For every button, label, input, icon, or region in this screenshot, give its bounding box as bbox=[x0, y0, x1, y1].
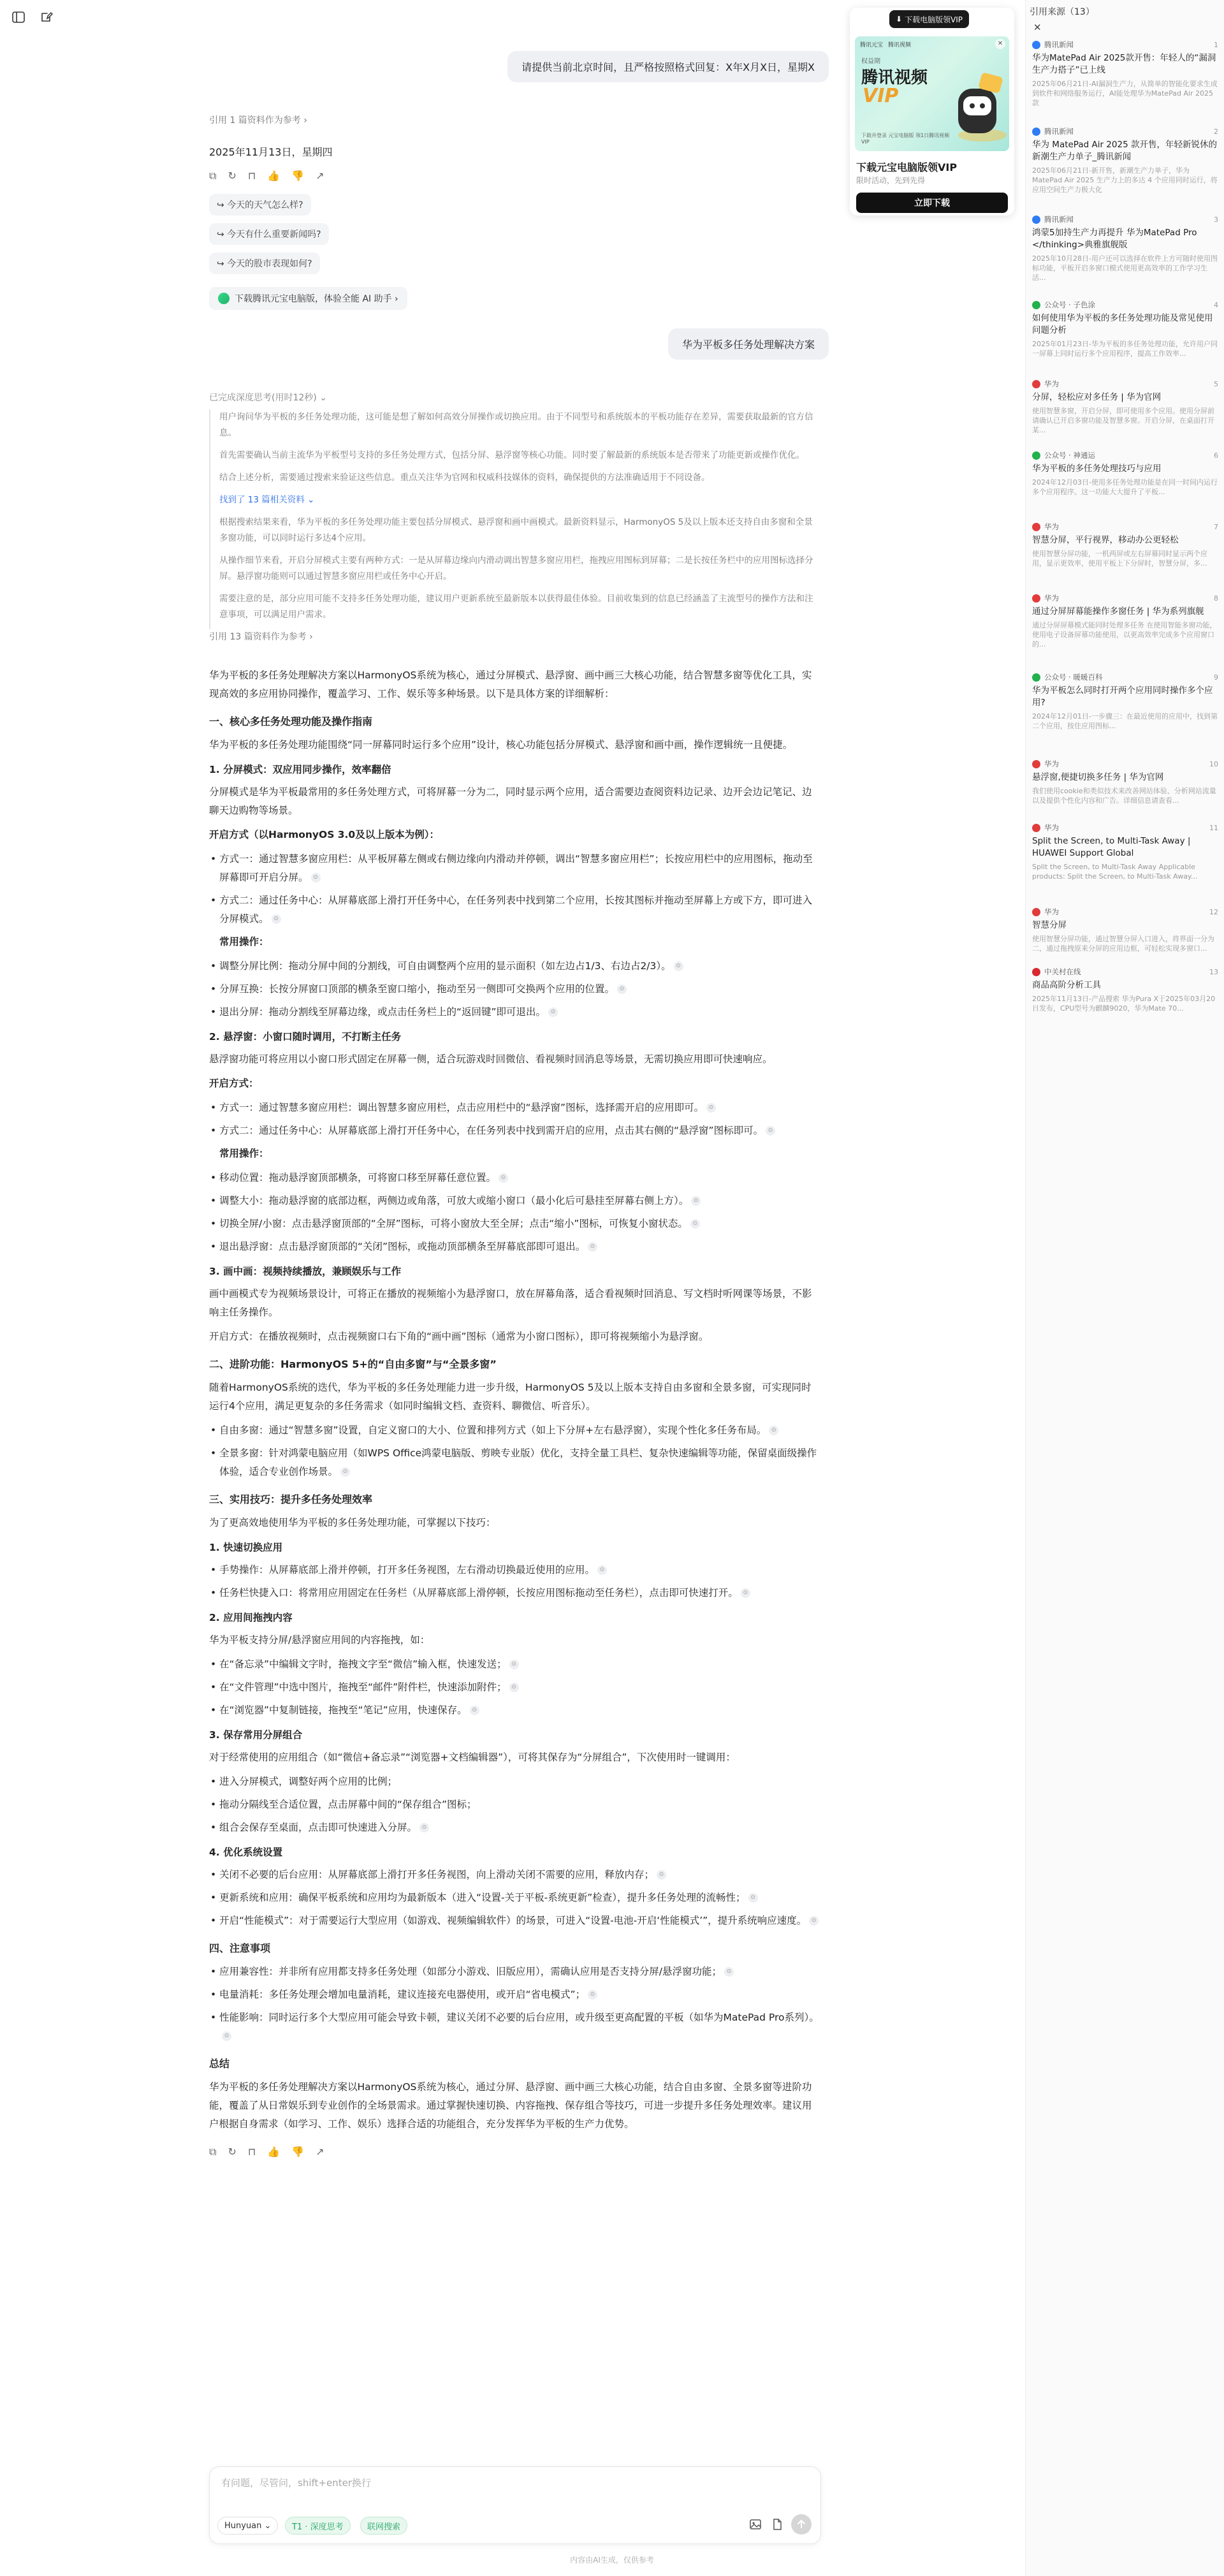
source-number: 13 bbox=[1209, 967, 1218, 976]
promo-small-text: 下载并登录 元宝电脑版 领1日腾讯视频VIP bbox=[861, 133, 950, 145]
source-card[interactable] bbox=[1032, 126, 1218, 194]
citation-marker[interactable]: ⊙ bbox=[691, 1196, 701, 1206]
subsection-heading: 1. 快速切换应用 bbox=[209, 1542, 283, 1553]
site-favicon-icon bbox=[1032, 523, 1040, 531]
citation-marker[interactable]: ⊙ bbox=[222, 2031, 231, 2041]
site-favicon-icon bbox=[1032, 128, 1040, 136]
thinking-content bbox=[209, 409, 821, 629]
citation-marker[interactable]: ⊙ bbox=[769, 1426, 778, 1435]
copy-icon[interactable]: ⧉ bbox=[209, 170, 217, 182]
list-item: • 进入分屏模式，调整好两个应用的比例； bbox=[209, 1773, 821, 1791]
source-site bbox=[1032, 214, 1218, 224]
source-site bbox=[1032, 450, 1218, 460]
list-item: • 全景多窗：针对鸿蒙电脑应用（如WPS Office鸿蒙电脑版、剪映专业版）优化，支持全量工具栏、复杂快速编辑等功能，保留桌面级操作体验，适合专业创作场景。 ⊙ bbox=[209, 1444, 821, 1481]
source-site bbox=[1032, 967, 1218, 977]
site-name: 华为 bbox=[1044, 907, 1059, 916]
citation-marker[interactable]: ⊙ bbox=[597, 1565, 607, 1575]
download-now-button[interactable]: 立即下载 bbox=[856, 193, 1008, 213]
list bbox=[209, 1169, 821, 1256]
list-item: • 切换全屏/小窗：点击悬浮窗顶部的“全屏”图标，可将小窗放大至全屏；点击“缩小”图标，可恢复小窗状态。 ⊙ bbox=[209, 1215, 821, 1233]
subsection-heading: 4. 优化系统设置 bbox=[209, 1847, 283, 1858]
list-item: • 更新系统和应用：确保平板系统和应用均为最新版本（进入“设置-关于平板-系统更新”检查），提升多任务处理的流畅性； ⊙ bbox=[209, 1889, 821, 1907]
thinking-paragraph: 根据搜索结果来看，华为平板的多任务处理功能主要包括分屏模式、悬浮窗和画中画模式。最新资料显示，HarmonyOS 5及以上版本还支持自由多窗和全景多窗功能，可以同时运行多达4个应用。 bbox=[219, 517, 813, 543]
paragraph: 华为平板的多任务处理解决方案以HarmonyOS系统为核心，通过分屏、悬浮窗、画中画三大核心功能，结合自由多窗、全景多窗等进阶功能，覆盖了从日常娱乐到专业创作的全场景需求。通过掌握快速切换、内容拖拽、保存组合等技巧，可进一步提升多任务处理效率。建议用户根据自身需求（如学习、工作、娱乐）选择合适的功能组合，充分发挥华为平板的生产力优势。 bbox=[209, 2081, 812, 2130]
source-title[interactable]: 如何使用华为平板的多任务处理功能及常见使用问题分析 bbox=[1032, 313, 1213, 335]
user-message: 请提供当前北京时间，且严格按照格式回复：X年X月X日，星期X bbox=[507, 51, 829, 82]
source-card[interactable] bbox=[1032, 300, 1218, 358]
source-number: 8 bbox=[1214, 594, 1218, 603]
close-sources-icon[interactable]: ✕ bbox=[1033, 22, 1042, 33]
source-card[interactable] bbox=[1032, 759, 1218, 805]
paragraph: 分屏模式是华为平板最常用的多任务处理方式，可将屏幕一分为二，同时显示两个应用，适合需要边查阅资料边记录、边开会边记笔记、边聊天边购物等场景。 bbox=[209, 786, 812, 816]
chat-area bbox=[198, 0, 829, 2576]
promo-brand: VIP bbox=[863, 85, 899, 107]
site-name: 公众号 · 神通运 bbox=[1044, 451, 1095, 460]
paragraph: 开启方式：在播放视频时，点击视频窗口右下角的“画中画”图标（通常为小窗口图标），即可将视频缩小为悬浮窗。 bbox=[209, 1331, 709, 1342]
citation-marker[interactable]: ⊙ bbox=[509, 1683, 519, 1692]
yuanbao-logo-icon bbox=[218, 293, 229, 304]
citation-marker[interactable]: ⊙ bbox=[748, 1893, 758, 1903]
source-title[interactable]: 分屏，轻松应对多任务 | 华为官网 bbox=[1032, 392, 1162, 402]
site-name: 华为 bbox=[1044, 379, 1059, 388]
bookmark-icon[interactable]: ⊓ bbox=[247, 170, 256, 182]
site-favicon-icon bbox=[1032, 824, 1040, 832]
source-snippet: 使用智慧分屏功能，通过智慧分屏入口进入，将界面一分为二，通过拖拽原来分屏的应用边框，可轻松实现多窗口... bbox=[1032, 935, 1214, 953]
list-item: • 在“备忘录”中编辑文字时，拖拽文字至“微信”输入框，快速发送； ⊙ bbox=[209, 1655, 821, 1674]
source-snippet: 2025年11月13日-产品搜索 华为Pura X于2025年03月20日发布，CPU型号为麒麟9020，华为Mate 70... bbox=[1032, 995, 1216, 1013]
section-heading: 四、注意事项 bbox=[209, 1942, 271, 1954]
source-snippet: 使用智慧多窗，开启分屏，即可使用多个应用。使用分屏前请确认已开启多窗功能及智慧多窗。开启分屏，在桌面打开某... bbox=[1032, 407, 1214, 434]
top-toolbar bbox=[10, 9, 55, 26]
sidebar-toggle-icon[interactable] bbox=[10, 9, 27, 26]
subsection-heading: 3. 画中画：视频持续播放，兼顾娱乐与工作 bbox=[209, 1266, 402, 1277]
list-item: • 应用兼容性：并非所有应用都支持多任务处理（如部分小游戏、旧版应用），需确认应用是否支持分屏/悬浮窗功能； ⊙ bbox=[209, 1963, 821, 1981]
source-card[interactable] bbox=[1032, 593, 1218, 649]
source-title[interactable]: 智慧分屏，平行视界，移动办公更轻松 bbox=[1032, 535, 1179, 545]
subsection-heading: 3. 保存常用分屏组合 bbox=[209, 1729, 303, 1741]
citation-marker[interactable]: ⊙ bbox=[509, 1660, 519, 1669]
sources-found-link[interactable]: 找到了 13 篇相关资料 ⌄ bbox=[219, 495, 315, 505]
source-snippet: 通过分屏屏幕模式能同时处理多任务 在使用智能多窗功能，使用电子设备屏幕功能使用，以更高效率完成多个应用窗口的... bbox=[1032, 621, 1217, 648]
site-favicon-icon bbox=[1032, 760, 1040, 768]
paragraph: 随着HarmonyOS系统的迭代，华为平板的多任务处理能力进一步升级，HarmonyOS 5及以上版本支持自由多窗和全景多窗，可实现同时运行4个应用，满足更复杂的多任务需求（如同时编辑文档、查资料、聊微信、听音乐）。 bbox=[209, 1382, 812, 1412]
send-icon bbox=[796, 2519, 806, 2529]
source-card[interactable] bbox=[1032, 214, 1218, 282]
section-heading: 总结 bbox=[209, 2058, 230, 2070]
thinking-paragraph: 需要注意的是，部分应用可能不支持多任务处理功能，建议用户更新系统至最新版本以获得最佳体验。目前收集到的信息已经涵盖了主流型号的操作方法和注意事项，可以满足用户需求。 bbox=[219, 594, 813, 620]
paragraph: 画中画模式专为视频场景设计，可将正在播放的视频缩小为悬浮窗口，放在屏幕角落，适合看视频时回消息、写文档时听网课等场景，不影响主任务操作。 bbox=[209, 1288, 812, 1318]
list-item: • 关闭不必要的后台应用：从屏幕底部上滑打开多任务视图，向上滑动关闭不需要的应用，释放内存； ⊙ bbox=[209, 1866, 821, 1884]
citation-marker[interactable]: ⊙ bbox=[617, 984, 627, 994]
site-favicon-icon bbox=[1032, 594, 1040, 603]
list-item: • 在“文件管理”中选中图片，拖拽至“邮件”附件栏，快速添加附件； ⊙ bbox=[209, 1678, 821, 1697]
paragraph: 悬浮窗功能可将应用以小窗口形式固定在屏幕一侧，适合玩游戏时回微信、看视频时回消息等场景，无需切换应用即可快速响应。 bbox=[209, 1053, 773, 1065]
source-title[interactable]: 华为平板的多任务处理技巧与应用 bbox=[1032, 464, 1162, 474]
source-number: 6 bbox=[1214, 451, 1218, 460]
citation-toggle[interactable]: 引用 1 篇资料作为参考 › bbox=[209, 115, 307, 126]
suggestion-chip[interactable]: ↪ 今天的天气怎么样? bbox=[209, 194, 311, 216]
refresh-icon[interactable]: ↻ bbox=[228, 2146, 237, 2158]
source-number: 10 bbox=[1209, 759, 1218, 768]
site-favicon-icon bbox=[1032, 451, 1040, 460]
list-item: • 方式一：通过智慧多窗应用栏：从平板屏幕左侧或右侧边缘向内滑动并停顿，调出“智慧多窗应用栏”；长按应用栏中的应用图标，拖动至屏幕即可开启分屏。 ⊙ bbox=[209, 850, 821, 887]
download-vip-button[interactable]: ⬇ 下载电脑版领VIP bbox=[889, 10, 969, 28]
source-title[interactable]: 鸿蒙5加持生产力再提升 华为MatePad Pro </thinking>典雅旗舰版 bbox=[1032, 228, 1197, 250]
site-name: 公众号 · 暖暖百科 bbox=[1044, 673, 1103, 682]
paragraph: 开启方式： bbox=[209, 1078, 259, 1089]
list-item: • 移动位置：拖动悬浮窗顶部横条，可将窗口移至屏幕任意位置。 ⊙ bbox=[209, 1169, 821, 1187]
web-search-toggle[interactable]: 联网搜索 bbox=[360, 2517, 407, 2535]
list-item: • 调整大小：拖动悬浮窗的底部边框，两侧边或角落，可放大或缩小窗口（最小化后可悬挂至屏幕右侧上方）。 ⊙ bbox=[209, 1192, 821, 1210]
source-site bbox=[1032, 759, 1218, 769]
promo-tag: 腾讯视频 bbox=[888, 42, 912, 48]
citation-marker[interactable]: ⊙ bbox=[706, 1103, 716, 1113]
site-name: 华为 bbox=[1044, 522, 1059, 531]
message-actions bbox=[209, 2142, 821, 2161]
paragraph: 常用操作： bbox=[219, 1148, 269, 1159]
image-upload-icon[interactable] bbox=[749, 2518, 763, 2532]
citation-marker[interactable]: ⊙ bbox=[674, 962, 683, 971]
suggestion-list bbox=[209, 194, 464, 310]
section-heading: 二、进阶功能：HarmonyOS 5+的“自由多窗”与“全景多窗” bbox=[209, 1358, 497, 1370]
suggestion-chip[interactable]: ↪ 今天有什么重要新闻吗? bbox=[209, 223, 329, 245]
copy-icon[interactable]: ⧉ bbox=[209, 2146, 217, 2158]
citation-marker[interactable]: ⊙ bbox=[724, 1967, 734, 1977]
list-item: • 拖动分隔线至合适位置，点击屏幕中间的“保存组合”图标； bbox=[209, 1796, 821, 1814]
citation-marker[interactable]: ⊙ bbox=[766, 1126, 775, 1136]
citation-marker[interactable]: ⊙ bbox=[657, 1870, 666, 1880]
source-snippet: 2025年10月28日-用户还可以选择在软件上方可随时使用图标功能，平板开启多窗口模式使用更高效率的工作学习生活... bbox=[1032, 254, 1218, 282]
list-item: • 方式二：通过任务中心：从屏幕底部上滑打开任务中心，在任务列表中找到第二个应用，长按其图标并拖动至屏幕上方或下方，即可进入分屏模式。 ⊙ bbox=[209, 891, 821, 928]
source-title[interactable]: Split the Screen, to Multi-Task Away | HUAWEI Support Global bbox=[1032, 836, 1191, 858]
site-favicon-icon bbox=[1032, 41, 1040, 49]
source-number: 7 bbox=[1214, 522, 1218, 531]
source-site bbox=[1032, 126, 1218, 136]
site-favicon-icon bbox=[1032, 380, 1040, 388]
source-snippet: 我们使用cookie和类似技术来改善网站体验、分析网站流量以及提供个性化内容和广告。详细信息请查看... bbox=[1032, 787, 1216, 805]
list bbox=[209, 1773, 821, 1837]
source-number: 11 bbox=[1209, 823, 1218, 832]
paragraph: 对于经常使用的应用组合（如“微信+备忘录”“浏览器+文档编辑器”），可将其保存为“分屏组合”，下次使用时一键调用： bbox=[209, 1752, 736, 1763]
site-name: 华为 bbox=[1044, 759, 1059, 768]
thumbs-down-icon[interactable]: 👎 bbox=[291, 170, 305, 182]
source-title[interactable]: 通过分屏屏幕能操作多窗任务 | 华为系列旗舰 bbox=[1032, 606, 1204, 617]
source-number: 4 bbox=[1214, 300, 1218, 309]
refresh-icon[interactable]: ↻ bbox=[228, 170, 237, 182]
send-button[interactable] bbox=[791, 2514, 812, 2535]
source-site bbox=[1032, 593, 1218, 603]
promo-close-icon[interactable]: ✕ bbox=[995, 39, 1005, 49]
citation-toggle[interactable]: 引用 13 篇资料作为参考 › bbox=[209, 632, 313, 642]
site-name: 腾讯新闻 bbox=[1044, 127, 1074, 136]
chat-input[interactable]: 有问题，尽管问，shift+enter换行 bbox=[221, 2477, 371, 2489]
list-item: • 方式二：通过任务中心：从屏幕底部上滑打开任务中心，在任务列表中找到需开启的应用，点击其右侧的“悬浮窗”图标即可。 ⊙ bbox=[209, 1122, 821, 1140]
site-name: 公众号 · 子色涂 bbox=[1044, 300, 1095, 309]
source-title[interactable]: 智慧分屏 bbox=[1032, 920, 1067, 930]
mascot-illustration bbox=[944, 68, 1008, 145]
list bbox=[209, 1655, 821, 1720]
thinking-paragraph: 结合上述分析，需要通过搜索来验证这些信息。重点关注华为官网和权威科技媒体的资料，确保提供的方法准确适用于不同设备。 bbox=[219, 472, 710, 483]
paragraph: 常用操作： bbox=[219, 936, 269, 948]
list-item: • 在“浏览器”中复制链接，拖拽至“笔记”应用，快速保存。 ⊙ bbox=[209, 1701, 821, 1720]
promo-subtitle: 限时活动，先到先得 bbox=[856, 176, 926, 185]
answer-body bbox=[209, 666, 821, 2161]
source-title[interactable]: 悬浮窗,便捷切换多任务 | 华为官网 bbox=[1032, 772, 1164, 782]
list-item: • 性能影响：同时运行多个大型应用可能会导致卡顿，建议关闭不必要的后台应用，或升级至更高配置的平板（如华为MatePad Pro系列）。⊙ bbox=[209, 2009, 821, 2045]
site-name: 腾讯新闻 bbox=[1044, 40, 1074, 49]
list bbox=[209, 850, 821, 928]
citation-marker[interactable]: ⊙ bbox=[809, 1916, 819, 1926]
suggestion-chip[interactable]: ↪ 今天的股市表现如何? bbox=[209, 252, 320, 274]
thinking-paragraph: 用户询问华为平板的多任务处理功能，这可能是想了解如何高效分屏操作或切换应用。由于不同型号和系统版本的平板功能存在差异，需要获取最新的官方信息。 bbox=[219, 412, 813, 438]
share-icon[interactable]: ↗ bbox=[316, 2146, 324, 2158]
section-heading: 三、实用技巧：提升多任务处理效率 bbox=[209, 1493, 373, 1505]
thinking-paragraph: 首先需要确认当前主流华为平板型号支持的多任务处理方式，包括分屏、悬浮窗等核心功能。同时要了解最新的系统版本是否带来了功能更新或操作优化。 bbox=[219, 450, 805, 460]
section-heading: 一、核心多任务处理功能及操作指南 bbox=[209, 715, 373, 728]
source-site bbox=[1032, 40, 1218, 50]
new-chat-icon[interactable] bbox=[38, 9, 55, 26]
subsection-heading: 1. 分屏模式：双应用同步操作，效率翻倍 bbox=[209, 764, 391, 775]
source-site bbox=[1032, 379, 1218, 389]
source-site bbox=[1032, 672, 1218, 682]
list-item: • 开启“性能模式”：对于需要运行大型应用（如游戏、视频编辑软件）的场景，可进入“设置-电池-开启‘性能模式’”，提升系统响应速度。 ⊙ bbox=[209, 1912, 821, 1930]
source-card[interactable] bbox=[1032, 450, 1218, 497]
promo-image bbox=[855, 36, 1009, 151]
download-promo-label: 下载腾讯元宝电脑版，体验全能 AI 助手 › bbox=[235, 294, 398, 304]
source-card[interactable] bbox=[1032, 907, 1218, 953]
promo-tag: 腾讯元宝 bbox=[860, 42, 884, 48]
download-icon: ⬇ bbox=[896, 15, 903, 24]
source-snippet: 2025年01月23日-华为平板的多任务处理功能，允许用户同一屏幕上同时运行多个应用程序，提高工作效率... bbox=[1032, 340, 1218, 358]
promo-corner-label: 权益期 bbox=[861, 58, 880, 65]
list bbox=[209, 1421, 821, 1481]
download-promo[interactable] bbox=[209, 287, 407, 310]
message-actions bbox=[209, 170, 324, 182]
source-title[interactable]: 华为MatePad Air 2025款开售：年轻人的“漏洞生产力搭子”已上线 bbox=[1032, 53, 1216, 75]
source-card[interactable] bbox=[1032, 522, 1218, 568]
thinking-paragraph: 从操作细节来看，开启分屏模式主要有两种方式：一是从屏幕边缘向内滑动调出智慧多窗应用栏，拖拽应用图标到屏幕；二是长按任务栏中的应用图标选择分屏。悬浮窗功能则可以通过智慧多窗应用栏或任务中心开启。 bbox=[219, 555, 813, 582]
sources-panel bbox=[1025, 0, 1224, 2576]
paragraph: 华为平板的多任务处理功能围绕“同一屏幕同时运行多个应用”设计，核心功能包括分屏模式、悬浮窗和画中画，操作逻辑统一且便捷。 bbox=[209, 739, 793, 750]
thumbs-up-icon[interactable]: 👍 bbox=[267, 2146, 280, 2158]
citation-marker[interactable]: ⊙ bbox=[272, 914, 281, 924]
thinking-toggle[interactable]: 已完成深度思考(用时12秒) ⌄ bbox=[209, 393, 327, 403]
list bbox=[209, 1866, 821, 1930]
paragraph: 为了更高效地使用华为平板的多任务处理功能，可掌握以下技巧： bbox=[209, 1517, 496, 1528]
site-favicon-icon bbox=[1032, 216, 1040, 224]
source-snippet: 使用智慧分屏功能，一机两屏或左右屏幕同时显示两个应用，显示更效率，使用平板上下分屏时，智慧分屏，多... bbox=[1032, 550, 1207, 567]
deep-think-toggle[interactable]: T1 · 深度思考 bbox=[285, 2517, 351, 2535]
citation-marker[interactable]: ⊙ bbox=[588, 1990, 597, 2000]
list-item: • 退出悬浮窗：点击悬浮窗顶部的“关闭”图标，或拖动顶部横条至屏幕底部即可退出。 ⊙ bbox=[209, 1238, 821, 1256]
site-favicon-icon bbox=[1032, 908, 1040, 916]
list bbox=[209, 1561, 821, 1602]
site-favicon-icon bbox=[1032, 673, 1040, 682]
source-number: 9 bbox=[1214, 673, 1218, 682]
source-number: 3 bbox=[1214, 215, 1218, 224]
source-site bbox=[1032, 522, 1218, 532]
model-selector[interactable]: Hunyuan ⌄ bbox=[217, 2517, 278, 2535]
source-site bbox=[1032, 300, 1218, 310]
source-snippet: 2025年06月21日-AI漏洞生产力，从简单的智能化要求生成到软件和网络服务运行，AI能处理华为MatePad Air 2025款 bbox=[1032, 80, 1218, 107]
citation-marker[interactable]: ⊙ bbox=[311, 873, 321, 882]
source-title[interactable]: 华为平板怎么同时打开两个应用同时操作多个应用? bbox=[1032, 685, 1213, 708]
subsection-heading: 2. 应用间拖拽内容 bbox=[209, 1612, 293, 1623]
site-name: 华为 bbox=[1044, 823, 1059, 832]
promo-title: 下载元宝电脑版领VIP bbox=[856, 161, 958, 173]
source-snippet: 2024年12月01日-一步骤三：在最近使用的应用中，找到第二个应用，按住应用图标... bbox=[1032, 712, 1218, 730]
source-number: 1 bbox=[1214, 40, 1218, 49]
thumbs-up-icon[interactable]: 👍 bbox=[267, 170, 280, 182]
source-title[interactable]: 商品高阶分析工具 bbox=[1032, 980, 1101, 990]
list-item: • 分屏互换：长按分屏窗口顶部的横条至窗口缩小，拖动至另一侧即可交换两个应用的位置。 ⊙ bbox=[209, 980, 821, 999]
source-card[interactable] bbox=[1032, 40, 1218, 108]
list-item: • 组合会保存至桌面，点击即可快速进入分屏。 ⊙ bbox=[209, 1819, 821, 1837]
thumbs-down-icon[interactable]: 👎 bbox=[291, 2146, 305, 2158]
citation-marker[interactable]: ⊙ bbox=[499, 1173, 508, 1183]
site-name: 中关村在线 bbox=[1044, 967, 1081, 976]
list-item: • 电量消耗：多任务处理会增加电量消耗，建议连接充电器使用，或开启“省电模式”； ⊙ bbox=[209, 1986, 821, 2004]
source-card[interactable] bbox=[1032, 823, 1218, 881]
list-item: • 退出分屏：拖动分割线至屏幕边缘，或点击任务栏上的“返回键”即可退出。 ⊙ bbox=[209, 1003, 821, 1021]
attach-file-icon[interactable] bbox=[771, 2518, 785, 2532]
promo-card bbox=[850, 8, 1014, 216]
source-snippet: Split the Screen, to Multi-Task Away Applicable products: Split the Screen, to Multi-Task Away... bbox=[1032, 863, 1198, 881]
site-name: 华为 bbox=[1044, 594, 1059, 603]
list-item: • 自由多窗：通过“智慧多窗”设置，自定义窗口的大小、位置和排列方式（如上下分屏+左右悬浮窗），实现个性化多任务布局。 ⊙ bbox=[209, 1421, 821, 1440]
list bbox=[209, 1963, 821, 2045]
source-snippet: 2024年12月03日-使用多任务处理功能是在同一时间内运行多个应用程序。这一功能大大提升了平板... bbox=[1032, 478, 1218, 496]
source-card[interactable] bbox=[1032, 967, 1218, 1013]
subsection-heading: 2. 悬浮窗：小窗口随时调用，不打断主任务 bbox=[209, 1031, 402, 1043]
citation-marker[interactable]: ⊙ bbox=[548, 1007, 558, 1017]
citation-marker[interactable]: ⊙ bbox=[340, 1467, 350, 1477]
source-number: 12 bbox=[1209, 907, 1218, 916]
source-number: 2 bbox=[1214, 127, 1218, 136]
source-card[interactable] bbox=[1032, 379, 1218, 435]
site-name: 腾讯新闻 bbox=[1044, 215, 1074, 224]
citation-marker[interactable]: ⊙ bbox=[470, 1706, 479, 1715]
source-number: 5 bbox=[1214, 379, 1218, 388]
disclaimer: 内容由AI生成，仅供参考 bbox=[570, 2556, 654, 2565]
citation-marker[interactable]: ⊙ bbox=[419, 1823, 429, 1833]
promo-slogan: 腾讯视频 bbox=[861, 68, 928, 87]
sources-header: 引用来源（13） bbox=[1030, 7, 1095, 17]
source-snippet: 2025年06月21日-新开售，新潮生产力单子，华为MatePad Air 2025 生产力上的多达 4 个应用同时运行，将应用空间生产力极大化 bbox=[1032, 166, 1218, 194]
source-site bbox=[1032, 907, 1218, 917]
list bbox=[209, 957, 821, 1021]
paragraph: 华为平板支持分屏/悬浮窗应用间的内容拖拽，如： bbox=[209, 1634, 430, 1646]
site-favicon-icon bbox=[1032, 968, 1040, 976]
answer-text: 2025年11月13日，星期四 bbox=[209, 146, 333, 158]
list-item: • 手势操作：从屏幕底部上滑并停顿，打开多任务视图，左右滑动切换最近使用的应用。 ⊙ bbox=[209, 1561, 821, 1579]
list-item: • 方式一：通过智慧多窗应用栏：调出智慧多窗应用栏，点击应用栏中的“悬浮窗”图标，选择需开启的应用即可。 ⊙ bbox=[209, 1099, 821, 1117]
source-card[interactable] bbox=[1032, 672, 1218, 731]
chat-input-box[interactable] bbox=[209, 2466, 821, 2544]
share-icon[interactable]: ↗ bbox=[316, 170, 324, 182]
citation-marker[interactable]: ⊙ bbox=[690, 1219, 700, 1229]
bookmark-icon[interactable]: ⊓ bbox=[247, 2146, 256, 2158]
user-message: 华为平板多任务处理解决方案 bbox=[668, 328, 829, 360]
source-site bbox=[1032, 823, 1218, 833]
paragraph: 开启方式（以HarmonyOS 3.0及以上版本为例）： bbox=[209, 829, 439, 840]
list-item: • 任务栏快捷入口：将常用应用固定在任务栏（从屏幕底部上滑停顿，长按应用图标拖动至任务栏），点击即可快速打开。 ⊙ bbox=[209, 1584, 821, 1602]
citation-marker[interactable]: ⊙ bbox=[741, 1588, 750, 1598]
list-item: • 调整分屏比例：拖动分屏中间的分割线，可自由调整两个应用的显示面积（如左边占1/3、右边占2/3）。 ⊙ bbox=[209, 957, 821, 976]
list bbox=[209, 1099, 821, 1140]
answer-intro: 华为平板的多任务处理解决方案以HarmonyOS系统为核心，通过分屏模式、悬浮窗、画中画三大核心功能，结合智慧多窗等优化工具，实现高效的多应用协同操作，覆盖学习、工作、娱乐等多种场景。以下是具体方案的详细解析： bbox=[209, 670, 812, 699]
citation-marker[interactable]: ⊙ bbox=[588, 1242, 597, 1252]
site-favicon-icon bbox=[1032, 301, 1040, 309]
source-title[interactable]: 华为 MatePad Air 2025 款开售，年轻新锐休的新潮生产力单子_腾讯新闻 bbox=[1032, 140, 1217, 162]
